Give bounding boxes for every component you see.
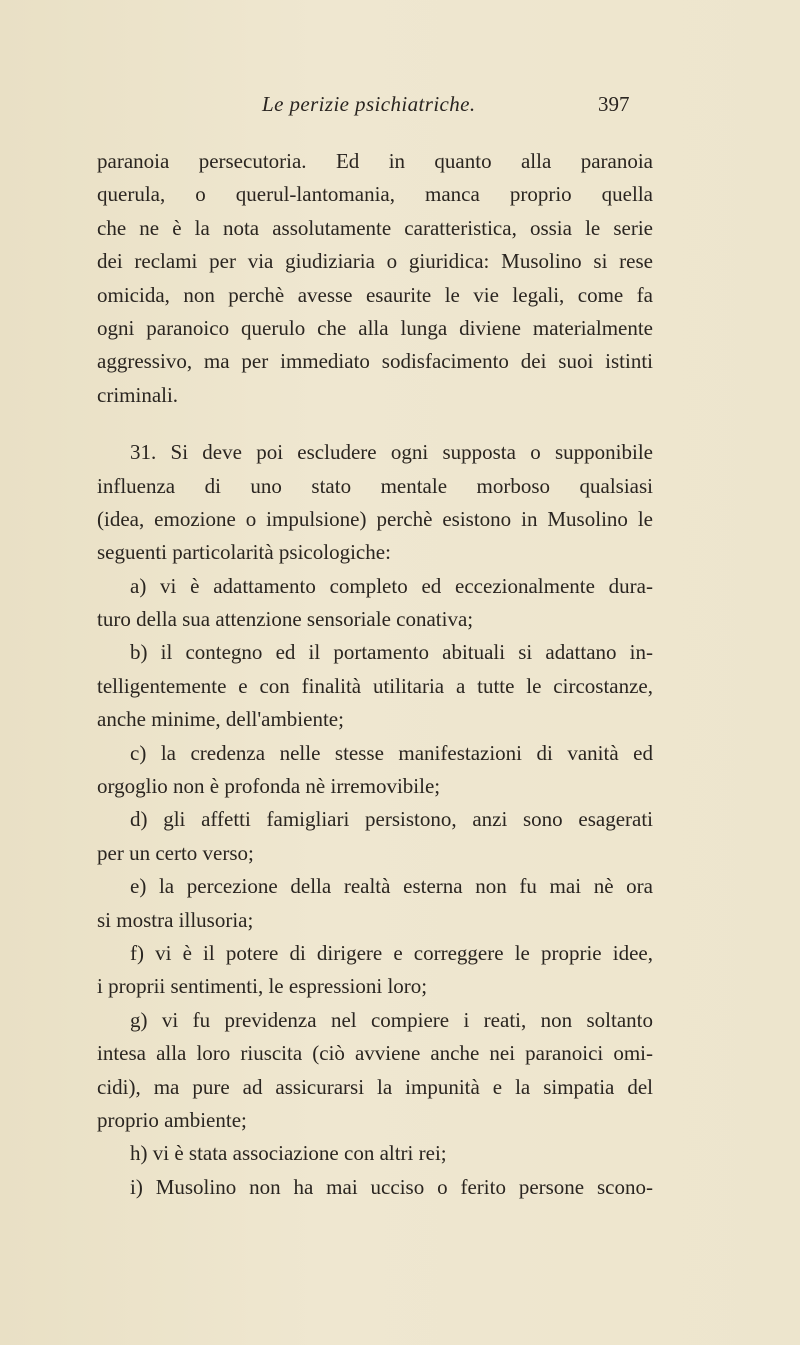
page-header — [0, 92, 800, 122]
text-line: criminali. — [97, 382, 179, 407]
text-line: (idea, emozione o impulsione) perchè esistono in Musolino le — [97, 506, 653, 531]
list-item-g — [97, 1004, 653, 1138]
paragraph-gap — [97, 412, 653, 436]
list-item-i — [97, 1171, 653, 1204]
text-line: 31. Si deve poi escludere ogni supposta o supponibile — [130, 440, 653, 465]
text-line: turo della sua attenzione sensoriale conativa; — [97, 607, 474, 632]
text-line: b) il contegno ed il portamento abituali si adattano in- — [130, 640, 653, 665]
text-line: c) la credenza nelle stesse manifestazioni di vanità ed — [130, 740, 653, 765]
body-text — [97, 145, 653, 1204]
text-line: cidi), ma pure ad assicurarsi la impunità e la simpatia del — [97, 1074, 653, 1099]
list-item-e — [97, 870, 653, 937]
list-item-c — [97, 737, 653, 804]
list-item-h — [97, 1137, 653, 1170]
list-item-d — [97, 803, 653, 870]
paragraph-paranoia — [97, 145, 653, 412]
text-line: per un certo verso; — [97, 840, 254, 865]
text-line: intesa alla loro riuscita (ciò avviene anche nei paranoici omi- — [97, 1041, 653, 1066]
text-line: g) vi fu previdenza nel compiere i reati, non soltanto — [130, 1007, 653, 1032]
text-line: anche minime, dell'ambiente; — [97, 707, 344, 732]
list-item-f — [97, 937, 653, 1004]
text-line: e) la percezione della realtà esterna non fu mai nè ora — [130, 874, 653, 899]
text-line: f) vi è il potere di dirigere e correggere le proprie idee, — [130, 940, 653, 965]
paragraph-31 — [97, 436, 653, 570]
text-line: querula, o querul-lantomania, manca proprio quella — [97, 182, 653, 207]
text-line: aggressivo, ma per immediato sodisfacimento dei suoi istinti — [97, 349, 653, 374]
text-line: che ne è la nota assolutamente caratteristica, ossia le serie — [97, 215, 653, 240]
page-number: 397 — [598, 92, 630, 116]
text-line: influenza di uno stato mentale morboso qualsiasi — [97, 473, 653, 498]
text-line: omicida, non perchè avesse esaurite le vie legali, come fa — [97, 282, 653, 307]
text-line: ogni paranoico querulo che alla lunga diviene materialmente — [97, 315, 653, 340]
text-line: si mostra illusoria; — [97, 907, 254, 932]
running-title: Le perizie psichiatriche. — [262, 92, 476, 116]
text-line: dei reclami per via giudiziaria o giuridica: Musolino si rese — [97, 249, 653, 274]
text-line: paranoia persecutoria. Ed in quanto alla paranoia — [97, 149, 653, 173]
list-item-b — [97, 636, 653, 736]
text-line: i) Musolino non ha mai ucciso o ferito persone scono- — [130, 1174, 653, 1199]
text-line: orgoglio non è profonda nè irremovibile; — [97, 774, 441, 799]
text-line: i proprii sentimenti, le espressioni loro; — [97, 974, 428, 999]
text-line: proprio ambiente; — [97, 1107, 247, 1132]
list-item-a — [97, 570, 653, 637]
text-line: telligentemente e con finalità utilitaria a tutte le circostanze, — [97, 673, 653, 698]
text-line: a) vi è adattamento completo ed eccezionalmente dura- — [130, 573, 653, 598]
text-line: h) vi è stata associazione con altri rei; — [130, 1141, 447, 1166]
text-line: d) gli affetti famigliari persistono, anzi sono esagerati — [130, 807, 653, 832]
text-line: seguenti particolarità psicologiche: — [97, 540, 391, 565]
